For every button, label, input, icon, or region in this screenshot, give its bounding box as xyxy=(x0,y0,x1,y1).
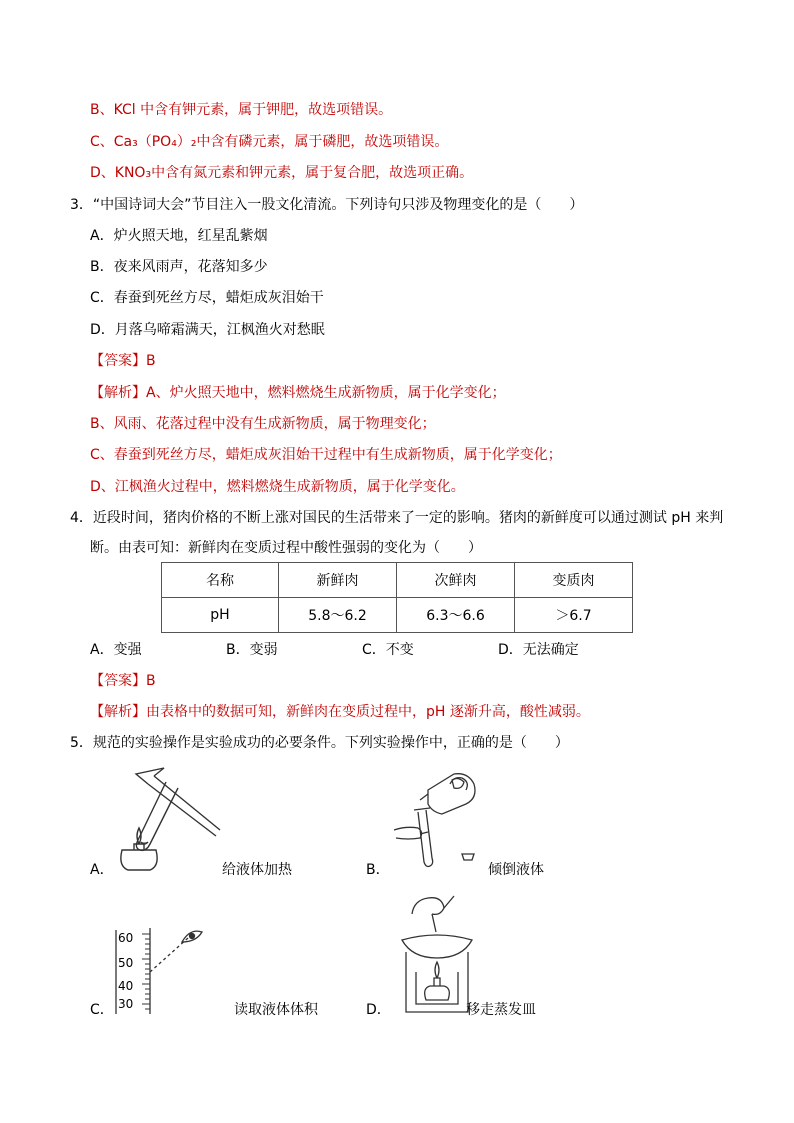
tick-label: 40 xyxy=(118,979,134,993)
table-header-cell: 名称 xyxy=(162,563,279,598)
table-cell: ＞6.7 xyxy=(515,598,633,633)
answer-label: 【答案】 xyxy=(90,353,146,369)
q3-option-a: A．炉火照天地，红星乱紫烟 xyxy=(90,228,268,244)
q5-option-d-caption: 移走蒸发皿 xyxy=(466,1002,536,1018)
q4-stem-line2: 断。由表可知：新鲜肉在变质过程中酸性强弱的变化为（ ） xyxy=(90,540,482,556)
q3-analysis-d: D、江枫渔火过程中，燃料燃烧生成新物质，属于化学变化。 xyxy=(90,479,465,495)
tick-label: 60 xyxy=(118,931,134,945)
answer-label: 【答案】 xyxy=(90,673,146,689)
q5-stem: 5．规范的实验操作是实验成功的必要条件。下列实验操作中，正确的是（ ） xyxy=(70,735,569,751)
analysis-text: 由表格中的数据可知，新鲜肉在变质过程中，pH 逐渐升高，酸性减弱。 xyxy=(146,704,590,720)
prev-option-d: D、KNO₃中含有氮元素和钾元素，属于复合肥，故选项正确。 xyxy=(90,165,474,181)
heating-liquid-figure xyxy=(108,762,224,874)
answer-value: B xyxy=(146,353,156,369)
q5-option-c-letter: C． xyxy=(90,1002,114,1018)
q5-option-a-caption: 给液体加热 xyxy=(222,862,292,878)
q3-analysis-a xyxy=(90,383,506,403)
q4-analysis xyxy=(90,702,590,722)
ph-table xyxy=(161,562,633,633)
q5-option-b-caption: 倾倒液体 xyxy=(488,862,544,878)
q5-option-c-caption: 读取液体体积 xyxy=(234,1002,318,1018)
q3-stem: 3．“中国诗词大会”节目注入一股文化清流。下列诗句只涉及物理变化的是（ ） xyxy=(70,197,584,213)
q3-option-d: D．月落乌啼霜满天，江枫渔火对愁眠 xyxy=(90,322,325,338)
table-row xyxy=(162,598,633,633)
q3-option-c: C．春蚕到死丝方尽，蜡炬成灰泪始干 xyxy=(90,290,324,306)
q4-answer xyxy=(90,671,156,691)
analysis-label: 【解析】 xyxy=(90,704,146,720)
pouring-liquid-figure xyxy=(384,770,494,870)
table-header-cell: 新鲜肉 xyxy=(279,563,397,598)
q5-option-d-letter: D． xyxy=(366,1002,391,1018)
table-cell: 6.3～6.6 xyxy=(397,598,515,633)
analysis-text: A、炉火照天地中，燃料燃烧生成新物质，属于化学变化； xyxy=(146,385,506,401)
prev-option-b: B、KCl 中含有钾元素，属于钾肥，故选项错误。 xyxy=(90,102,393,118)
q3-analysis-b: B、风雨、花落过程中没有生成新物质，属于物理变化； xyxy=(90,416,436,432)
tick-label: 50 xyxy=(118,956,134,970)
prev-option-c: C、Ca₃（PO₄）₂中含有磷元素，属于磷肥，故选项错误。 xyxy=(90,134,449,150)
q4-option-b: B．变弱 xyxy=(226,642,278,658)
q3-option-b: B．夜来风雨声，花落知多少 xyxy=(90,259,268,275)
q3-answer xyxy=(90,351,156,371)
analysis-label: 【解析】 xyxy=(90,385,146,401)
tick-label: 30 xyxy=(118,997,134,1011)
table-header-cell: 次鲜肉 xyxy=(397,563,515,598)
table-header-row xyxy=(162,563,633,598)
table-cell: pH xyxy=(162,598,279,633)
answer-value: B xyxy=(146,673,156,689)
q4-option-a: A．变强 xyxy=(90,642,142,658)
q4-option-d: D．无法确定 xyxy=(498,642,579,658)
q5-option-b-letter: B． xyxy=(366,862,390,878)
table-header-cell: 变质肉 xyxy=(515,563,633,598)
table-cell: 5.8～6.2 xyxy=(279,598,397,633)
q3-analysis-c: C、春蚕到死丝方尽，蜡炬成灰泪始干过程中有生成新物质，属于化学变化； xyxy=(90,447,562,463)
q5-option-a-letter: A． xyxy=(90,862,114,878)
q4-stem-line1: 4．近段时间，猪肉价格的不断上涨对国民的生活带来了一定的影响。猪肉的新鲜度可以通过测试 pH 来判 xyxy=(70,510,724,526)
q4-option-c: C．不变 xyxy=(362,642,414,658)
